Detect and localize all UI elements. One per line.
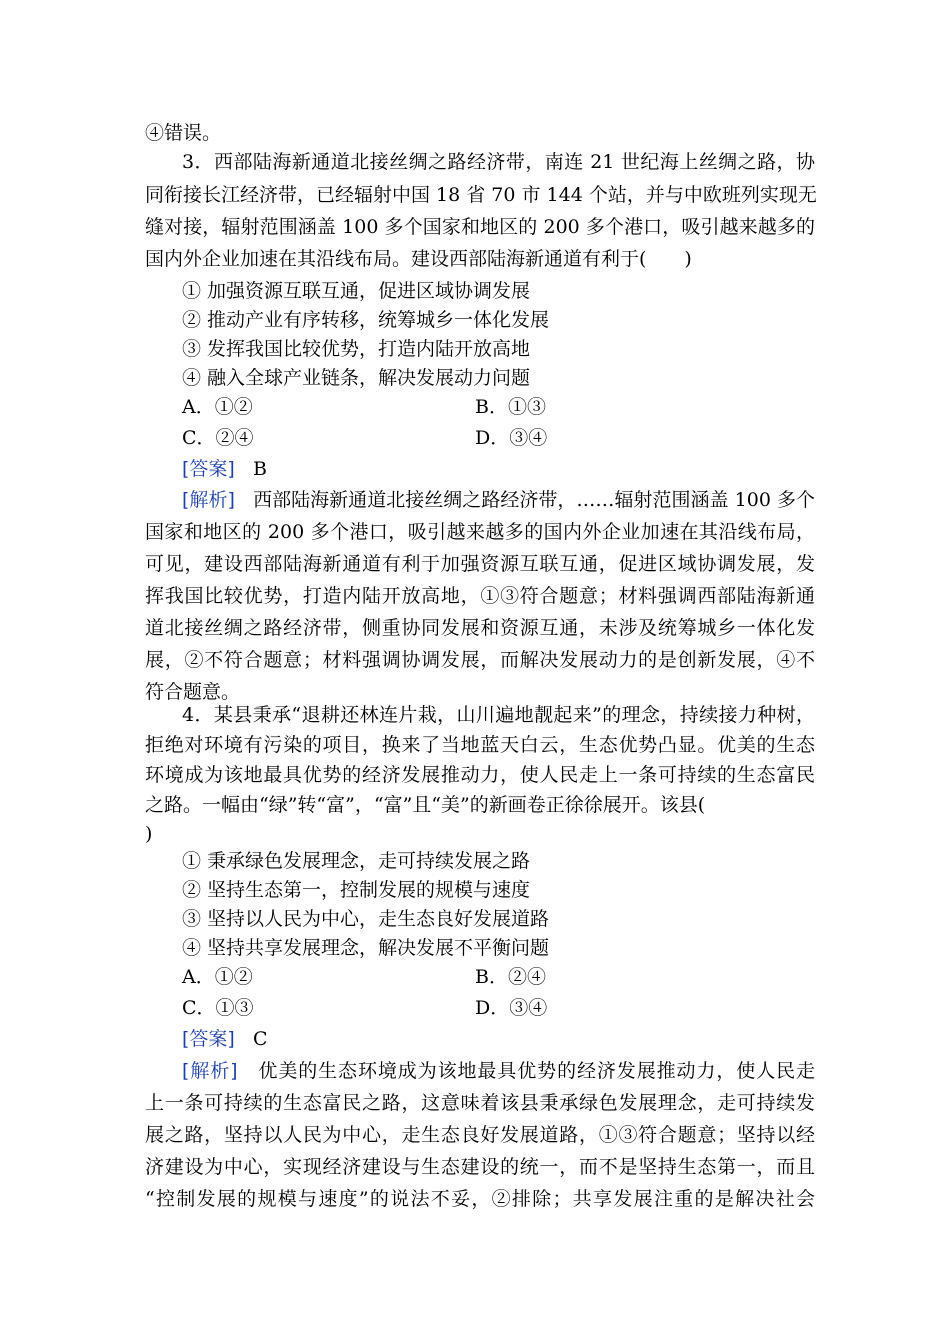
- q3-analysis-line: 道北接丝绸之路经济带，侧重协同发展和资源互通，未涉及统筹城乡一体化发: [145, 617, 815, 639]
- q4-statement: ② 坚持生态第一，控制发展的规模与速度: [182, 879, 531, 901]
- q4-statement: ① 秉承绿色发展理念，走可持续发展之路: [182, 850, 531, 872]
- q3-statement: ③ 发挥我国比较优势，打造内陆开放高地: [182, 338, 531, 360]
- q4-statement: ④ 坚持共享发展理念，解决发展不平衡问题: [182, 937, 550, 959]
- analysis-text: 优美的生态环境成为该地最具优势的经济发展推动力，使人民走: [258, 1060, 815, 1082]
- q4-statement: ③ 坚持以人民为中心，走生态良好发展道路: [182, 908, 550, 930]
- previous-answer-tail: ④错误。: [145, 122, 222, 144]
- q3-analysis-line: [182, 486, 815, 515]
- q4-analysis-line: [182, 1057, 815, 1086]
- q3-option-d: D．③④: [475, 427, 548, 449]
- q3-analysis-line: 国家和地区的 200 多个港口，吸引越来越多的国内外企业加速在其沿线布局，: [145, 521, 815, 543]
- q4-analysis-line: “控制发展的规模与速度”的说法不妥，②排除；共享发展注重的是解决社会: [145, 1188, 815, 1210]
- q4-option-d: D．③④: [475, 997, 548, 1019]
- q3-statement: ④ 融入全球产业链条，解决发展动力问题: [182, 367, 531, 389]
- q3-answer: [182, 455, 852, 484]
- q3-analysis-line: 展，②不符合题意；材料强调协调发展，而解决发展动力的是创新发展，④不: [145, 649, 815, 671]
- analysis-tag: [解析]: [182, 489, 235, 511]
- q4-stem-line: 4．某县秉承“退耕还林连片栽，山川遍地靓起来”的理念，持续接力种树，: [182, 704, 815, 726]
- q4-analysis-line: 上一条可持续的生态富民之路，这意味着该县秉承绿色发展理念，走可持续发: [145, 1092, 815, 1114]
- q3-analysis-line: 可见，建设西部陆海新通道有利于加强资源互联互通，促进区域协调发展，发: [145, 553, 815, 575]
- q4-stem-line: 环境成为该地最具优势的经济发展推动力，使人民走上一条可持续的生态富民: [145, 764, 815, 786]
- answer-value: C: [252, 1028, 268, 1050]
- answer-value: B: [252, 458, 267, 480]
- q4-stem-line: 拒绝对环境有污染的项目，换来了当地蓝天白云，生态优势凸显。优美的生态: [145, 734, 815, 756]
- q3-analysis-line: 符合题意。: [145, 681, 241, 703]
- analysis-text: 西部陆海新通道北接丝绸之路经济带，……辐射范围涵盖 100 多个: [253, 489, 815, 511]
- q3-statement: ② 推动产业有序转移，统筹城乡一体化发展: [182, 309, 550, 331]
- q3-stem-line: 缝对接，辐射范围涵盖 100 多个国家和地区的 200 多个港口，吸引越来越多的: [145, 216, 815, 238]
- answer-tag: [答案]: [182, 1028, 235, 1050]
- q4-answer: [182, 1025, 852, 1054]
- q4-option-a: A．①②: [182, 966, 253, 988]
- q4-stem-line: 之路。一幅由“绿”转“富”，“富”且“美”的新画卷正徐徐展开。该县(: [145, 794, 706, 816]
- q4-analysis-line: 济建设为中心，实现经济建设与生态建设的统一，而不是坚持生态第一，而且: [145, 1156, 815, 1178]
- q3-stem-line: 国内外企业加速在其沿线布局。建设西部陆海新通道有利于( ): [145, 248, 692, 270]
- q3-option-a: A．①②: [182, 396, 253, 418]
- q3-stem-line: 3．西部陆海新通道北接丝绸之路经济带，南连 21 世纪海上丝绸之路，协: [182, 151, 815, 173]
- q4-option-b: B．②④: [475, 966, 546, 988]
- q4-analysis-line: 展之路，坚持以人民为中心，走生态良好发展道路，①③符合题意；坚持以经: [145, 1124, 815, 1146]
- q3-statement: ① 加强资源互联互通，促进区域协调发展: [182, 280, 531, 302]
- q3-stem-line: 同衔接长江经济带，已经辐射中国 18 省 70 市 144 个站，并与中欧班列实现无: [145, 184, 817, 206]
- analysis-tag: [解析]: [182, 1060, 238, 1082]
- q3-option-b: B．①③: [475, 396, 546, 418]
- q4-option-c: C．①③: [182, 997, 254, 1019]
- q3-analysis-line: 挥我国比较优势，打造内陆开放高地，①③符合题意；材料强调西部陆海新通: [145, 585, 815, 607]
- answer-tag: [答案]: [182, 458, 235, 480]
- q3-option-c: C．②④: [182, 427, 254, 449]
- q4-stem-line: ): [145, 823, 153, 845]
